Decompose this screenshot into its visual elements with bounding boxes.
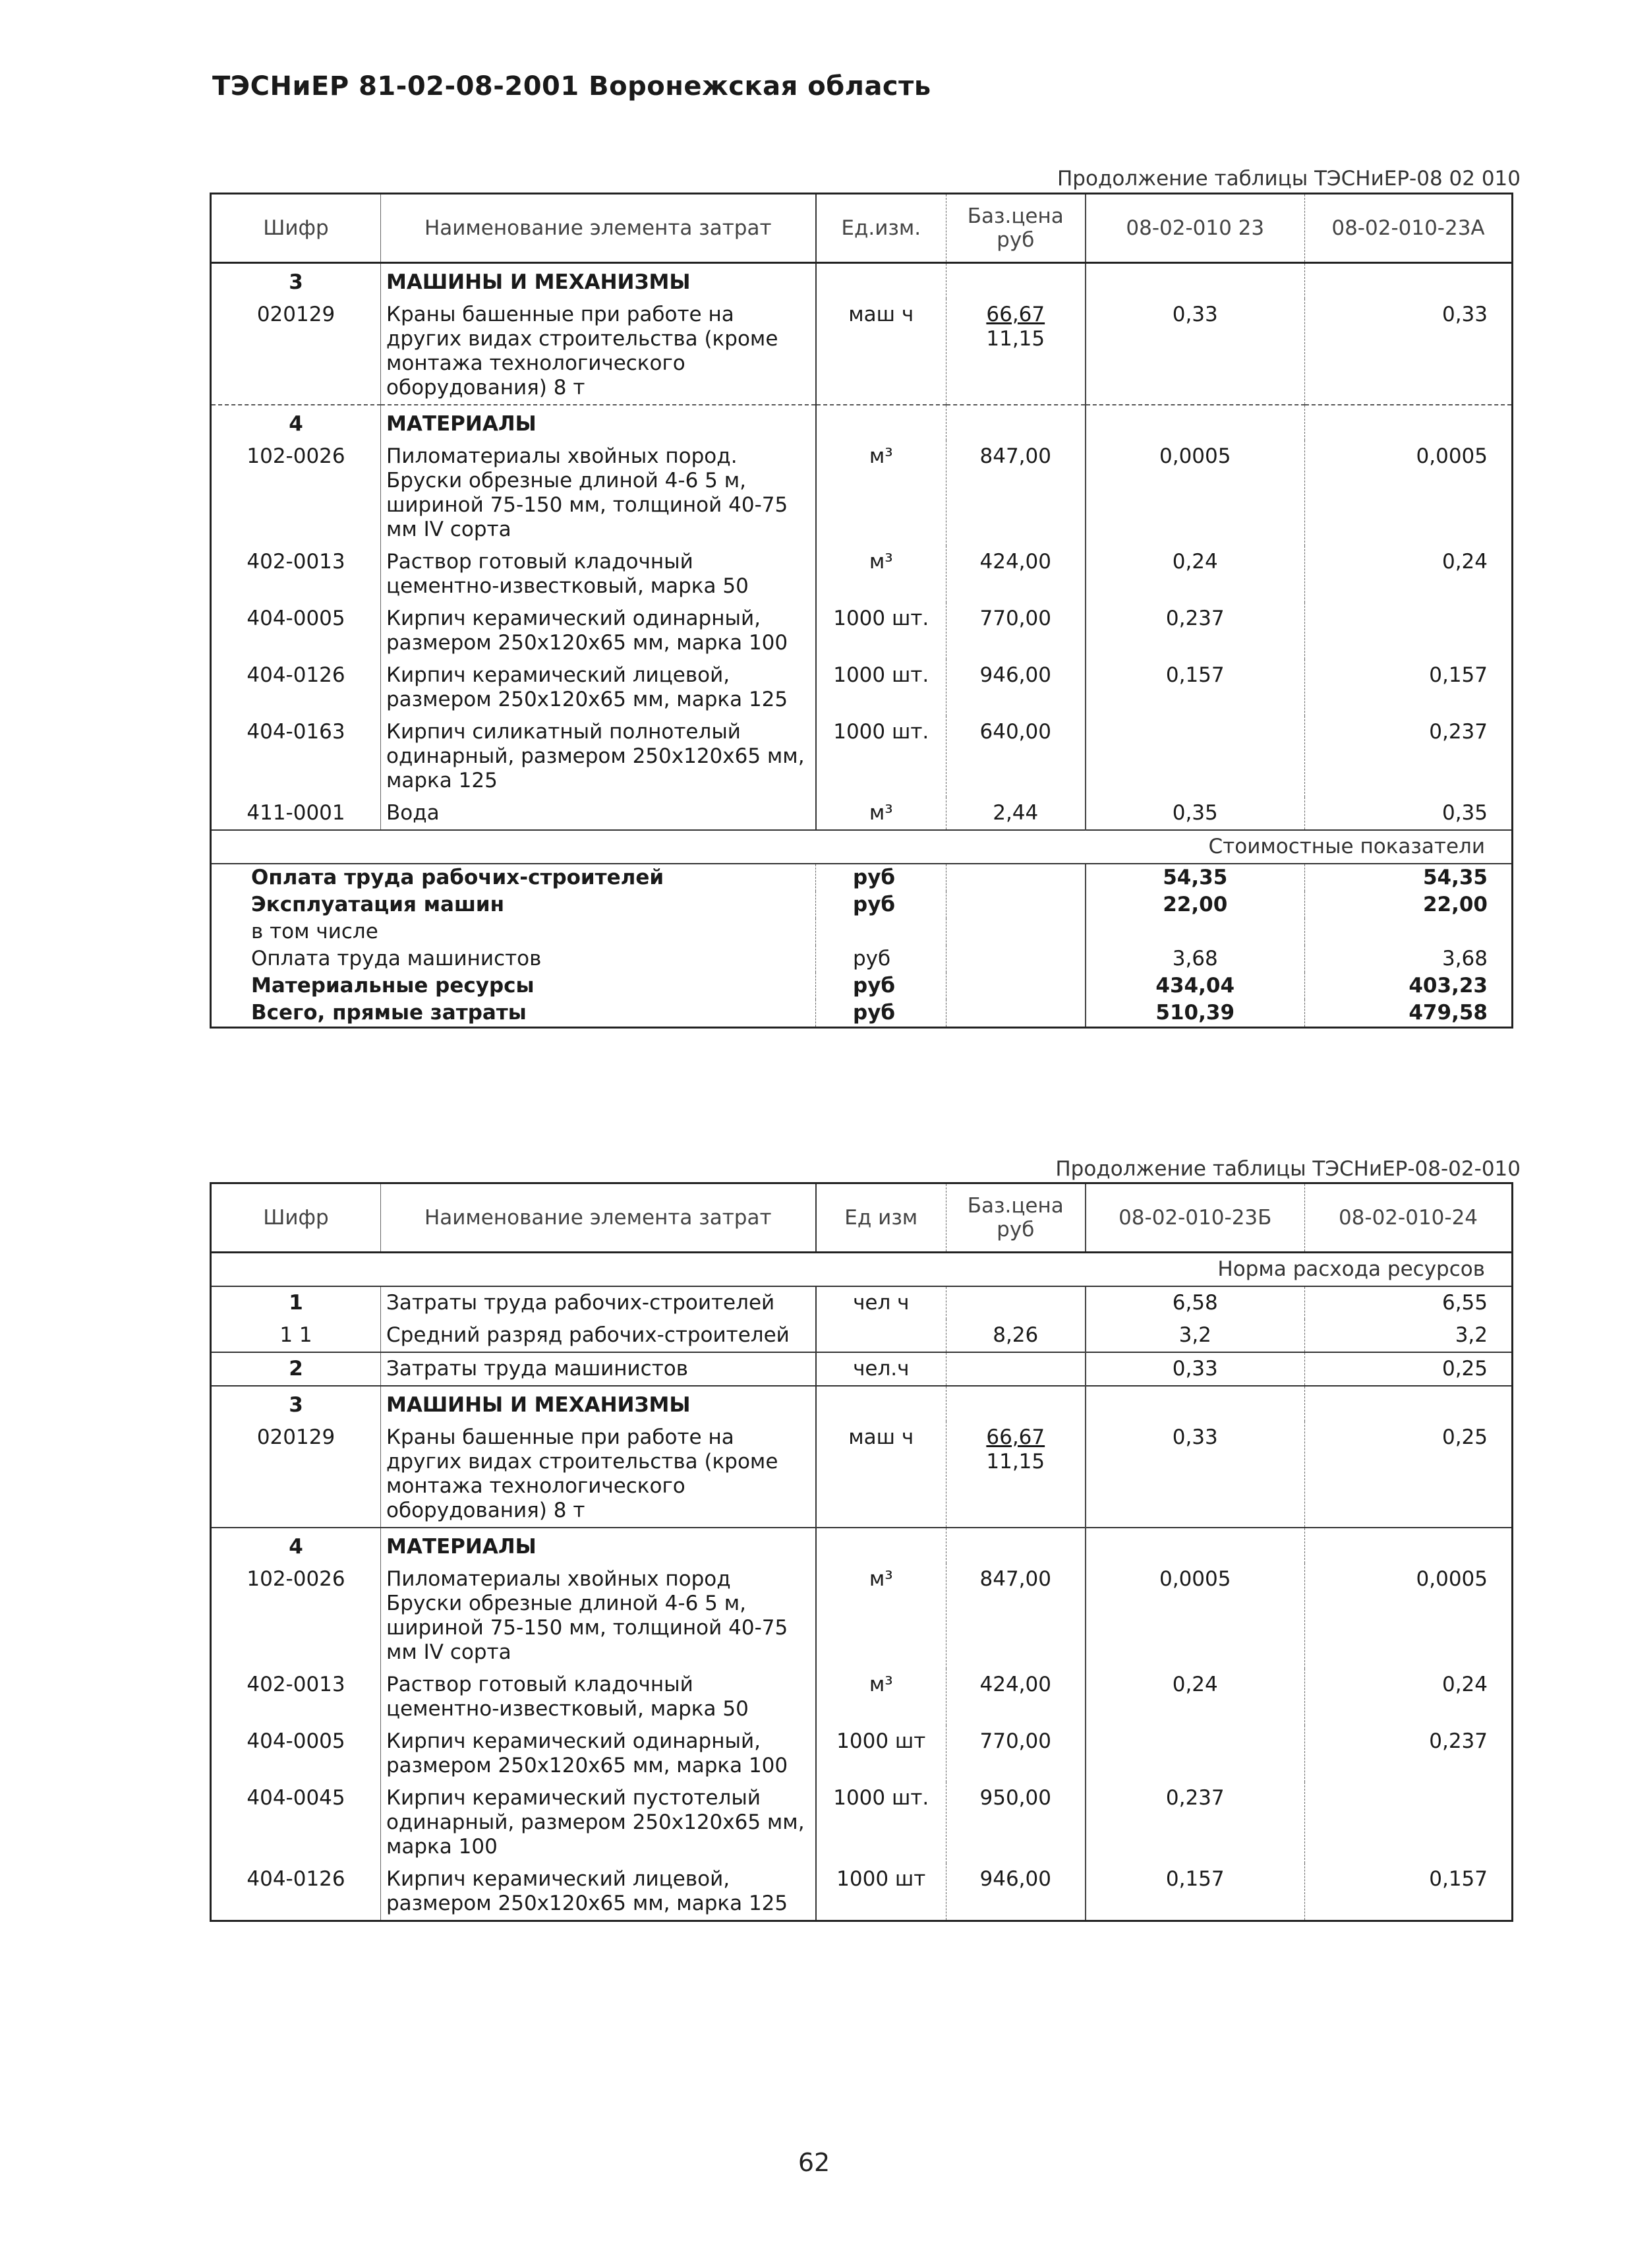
row-unit: маш ч bbox=[816, 299, 946, 405]
cost-row bbox=[211, 972, 1513, 1000]
cost-value-1: 54,35 bbox=[1086, 864, 1305, 891]
cost-unit: руб bbox=[816, 1000, 946, 1028]
table-row bbox=[211, 1319, 1513, 1352]
row-value-1: 3,2 bbox=[1086, 1319, 1305, 1352]
row-name: Кирпич керамический лицевой, размером 250х120х65 мм, марка 125 bbox=[381, 1863, 816, 1921]
row-value-1: 0,35 bbox=[1086, 797, 1305, 830]
row-value-1: 0,157 bbox=[1086, 1863, 1305, 1921]
row-code: 404-0045 bbox=[211, 1782, 381, 1863]
row-value-2: 0,24 bbox=[1441, 1673, 1488, 1696]
table1 bbox=[210, 193, 1513, 1029]
row-unit: 1000 шт. bbox=[816, 603, 946, 659]
cost-row bbox=[211, 864, 1513, 891]
table-row bbox=[211, 797, 1513, 830]
section-title: МАТЕРИАЛЫ bbox=[381, 405, 816, 440]
row-name: Кирпич силикатный полнотелый одинарный, размером 250х120х65 мм, марка 125 bbox=[381, 716, 816, 797]
row-code: 404-0005 bbox=[211, 603, 381, 659]
row-value-2: 3,2 bbox=[1455, 1323, 1488, 1347]
col-header-code: Шифр bbox=[211, 194, 381, 263]
table-row bbox=[211, 1669, 1513, 1725]
row-code: 102-0026 bbox=[211, 1563, 381, 1669]
cost-name: Эксплуатация машин bbox=[211, 891, 816, 918]
cost-value-2: 22,00 bbox=[1422, 893, 1488, 916]
cost-name: Оплата труда рабочих-строителей bbox=[211, 864, 816, 891]
row-name: Краны башенные при работе на других видах строительства (кроме монтажа технологического оборудования) 8 т bbox=[381, 1421, 816, 1528]
row-price: 424,00 bbox=[946, 546, 1086, 603]
section-title: МАШИНЫ И МЕХАНИЗМЫ bbox=[381, 263, 816, 299]
row-code: 020129 bbox=[211, 1421, 381, 1528]
row-value-2 bbox=[1305, 1782, 1513, 1863]
col-header-unit: Ед.изм. bbox=[816, 194, 946, 263]
row-unit: 1000 шт. bbox=[816, 716, 946, 797]
cost-value-2: 54,35 bbox=[1422, 866, 1488, 889]
table-row bbox=[211, 546, 1513, 603]
row-unit: 1000 шт bbox=[816, 1725, 946, 1782]
row-unit: м³ bbox=[816, 546, 946, 603]
row-name: Кирпич керамический пустотелый одинарный, размером 250х120х65 мм, марка 100 bbox=[381, 1782, 816, 1863]
row-value-1 bbox=[1086, 716, 1305, 797]
row-value-1: 6,58 bbox=[1086, 1286, 1305, 1319]
row-code: 411-0001 bbox=[211, 797, 381, 830]
row-code: 404-0126 bbox=[211, 1863, 381, 1921]
cost-indicators-label: Стоимостные показатели bbox=[211, 830, 1513, 864]
norm-label: Норма расхода ресурсов bbox=[211, 1253, 1513, 1287]
cost-unit: руб bbox=[816, 945, 946, 972]
row-value-2: 0,0005 bbox=[1416, 444, 1488, 468]
col-header-code: Шифр bbox=[211, 1183, 381, 1253]
row-code: 020129 bbox=[211, 299, 381, 405]
col-header-norm-1: 08-02-010 23 bbox=[1086, 194, 1305, 263]
row-unit: чел ч bbox=[816, 1286, 946, 1319]
row-name: Затраты труда рабочих-строителей bbox=[381, 1286, 816, 1319]
table-row bbox=[211, 1725, 1513, 1782]
row-unit: м³ bbox=[816, 797, 946, 830]
cost-value-2: 479,58 bbox=[1409, 1001, 1488, 1025]
table-row bbox=[211, 659, 1513, 716]
cost-name: в том числе bbox=[211, 918, 816, 945]
row-value-1: 0,157 bbox=[1086, 659, 1305, 716]
table-row bbox=[211, 1863, 1513, 1921]
col-header-price: Баз.цена руб bbox=[946, 194, 1086, 263]
row-price: 770,00 bbox=[946, 1725, 1086, 1782]
table2-header-row bbox=[211, 1183, 1513, 1253]
cost-name: Оплата труда машинистов bbox=[211, 945, 816, 972]
row-value-1 bbox=[1086, 1725, 1305, 1782]
row-value-2: 0,157 bbox=[1429, 663, 1488, 687]
cost-row bbox=[211, 945, 1513, 972]
row-price: 2,44 bbox=[946, 797, 1086, 830]
col-header-name: Наименование элемента затрат bbox=[381, 194, 816, 263]
cost-value-1: 3,68 bbox=[1086, 945, 1305, 972]
col-header-norm-2: 08-02-010-24 bbox=[1305, 1183, 1513, 1253]
row-code: 1 bbox=[211, 1286, 381, 1319]
row-code: 102-0026 bbox=[211, 440, 381, 546]
row-value-1: 0,0005 bbox=[1086, 440, 1305, 546]
table-row bbox=[211, 1782, 1513, 1863]
row-name: Средний разряд рабочих-строителей bbox=[381, 1319, 816, 1352]
row-value-2 bbox=[1305, 603, 1513, 659]
row-price: 640,00 bbox=[946, 716, 1086, 797]
row-name: Затраты труда машинистов bbox=[381, 1352, 816, 1386]
col-header-price: Баз.цена руб bbox=[946, 1183, 1086, 1253]
table-row bbox=[211, 603, 1513, 659]
row-name: Вода bbox=[381, 797, 816, 830]
row-name: Пиломатериалы хвойных пород Бруски обрезные длиной 4-6 5 м, шириной 75-150 мм, толщиной 40-75 мм IV сорта bbox=[381, 1563, 816, 1669]
table1-continuation: Продолжение таблицы ТЭСНиЕР-08 02 010 bbox=[1057, 167, 1521, 191]
cost-unit: руб bbox=[816, 891, 946, 918]
row-unit: 1000 шт. bbox=[816, 1782, 946, 1863]
row-price: 66,67 bbox=[986, 303, 1045, 326]
section-row bbox=[211, 263, 1513, 299]
row-price: 946,00 bbox=[946, 1863, 1086, 1921]
row-code: 402-0013 bbox=[211, 1669, 381, 1725]
cost-row bbox=[211, 1000, 1513, 1028]
row-value-1: 0,237 bbox=[1086, 603, 1305, 659]
row-value-2: 0,157 bbox=[1429, 1867, 1488, 1891]
cost-name: Материальные ресурсы bbox=[211, 972, 816, 1000]
table1-header-row bbox=[211, 194, 1513, 263]
row-code: 404-0005 bbox=[211, 1725, 381, 1782]
cost-value-1: 22,00 bbox=[1086, 891, 1305, 918]
page-number: 62 bbox=[798, 2148, 830, 2177]
row-value-2: 0,33 bbox=[1441, 303, 1488, 326]
row-unit: м³ bbox=[816, 1563, 946, 1669]
table-row bbox=[211, 1421, 1513, 1528]
row-value-2: 0,35 bbox=[1441, 801, 1488, 825]
table2-continuation: Продолжение таблицы ТЭСНиЕР-08-02-010 bbox=[1055, 1157, 1521, 1181]
row-price: 946,00 bbox=[946, 659, 1086, 716]
row-code: 1 1 bbox=[211, 1319, 381, 1352]
col-header-unit: Ед изм bbox=[816, 1183, 946, 1253]
row-price: 8,26 bbox=[946, 1319, 1086, 1352]
row-price: 770,00 bbox=[946, 603, 1086, 659]
row-unit: 1000 шт. bbox=[816, 659, 946, 716]
row-unit: маш ч bbox=[816, 1421, 946, 1528]
page-title: ТЭСНиЕР 81-02-08-2001 Воронежская область bbox=[212, 71, 931, 102]
table-row bbox=[211, 1286, 1513, 1319]
row-price: 847,00 bbox=[946, 440, 1086, 546]
row-price-2: 11,15 bbox=[986, 327, 1045, 351]
section-title: МАТЕРИАЛЫ bbox=[381, 1528, 816, 1563]
cost-value-1: 510,39 bbox=[1086, 1000, 1305, 1028]
table-row bbox=[211, 299, 1513, 405]
row-value-1: 0,24 bbox=[1086, 546, 1305, 603]
table-row bbox=[211, 1352, 1513, 1386]
row-value-1: 0,237 bbox=[1086, 1782, 1305, 1863]
row-price: 424,00 bbox=[946, 1669, 1086, 1725]
cost-row bbox=[211, 918, 1513, 945]
row-price: 950,00 bbox=[946, 1782, 1086, 1863]
row-name: Раствор готовый кладочный цементно-известковый, марка 50 bbox=[381, 546, 816, 603]
table-row bbox=[211, 716, 1513, 797]
row-code: 402-0013 bbox=[211, 546, 381, 603]
row-value-2: 0,237 bbox=[1429, 720, 1488, 744]
row-value-1: 0,33 bbox=[1086, 1352, 1305, 1386]
section-row bbox=[211, 1386, 1513, 1421]
cost-unit: руб bbox=[816, 972, 946, 1000]
cost-row bbox=[211, 891, 1513, 918]
section-title: МАШИНЫ И МЕХАНИЗМЫ bbox=[381, 1386, 816, 1421]
row-price: 847,00 bbox=[946, 1563, 1086, 1669]
norm-label-row bbox=[211, 1253, 1513, 1287]
row-code: 404-0163 bbox=[211, 716, 381, 797]
row-unit: чел.ч bbox=[816, 1352, 946, 1386]
row-value-1: 0,33 bbox=[1086, 299, 1305, 405]
col-header-name: Наименование элемента затрат bbox=[381, 1183, 816, 1253]
section-num: 3 bbox=[211, 263, 381, 299]
row-value-2: 0,0005 bbox=[1416, 1567, 1488, 1591]
row-name: Кирпич керамический лицевой, размером 250х120х65 мм, марка 125 bbox=[381, 659, 816, 716]
table-row bbox=[211, 440, 1513, 546]
row-value-2: 0,25 bbox=[1441, 1425, 1488, 1449]
row-name: Кирпич керамический одинарный, размером 250х120х65 мм, марка 100 bbox=[381, 603, 816, 659]
cost-label-row bbox=[211, 830, 1513, 864]
row-value-2: 0,24 bbox=[1441, 550, 1488, 574]
row-name: Раствор готовый кладочный цементно-известковый, марка 50 bbox=[381, 1669, 816, 1725]
row-value-2: 6,55 bbox=[1441, 1291, 1488, 1315]
cost-name: Всего, прямые затраты bbox=[211, 1000, 816, 1028]
cost-unit: руб bbox=[816, 864, 946, 891]
row-name: Краны башенные при работе на других видах строительства (кроме монтажа технологического оборудования) 8 т bbox=[381, 299, 816, 405]
table2 bbox=[210, 1182, 1513, 1922]
row-value-1: 0,24 bbox=[1086, 1669, 1305, 1725]
section-row bbox=[211, 405, 1513, 440]
table-row bbox=[211, 1563, 1513, 1669]
col-header-norm-1: 08-02-010-23Б bbox=[1086, 1183, 1305, 1253]
row-value-1: 0,33 bbox=[1086, 1421, 1305, 1528]
row-value-2: 0,237 bbox=[1429, 1729, 1488, 1753]
section-num: 3 bbox=[211, 1386, 381, 1421]
row-name: Пиломатериалы хвойных пород. Бруски обрезные длиной 4-6 5 м, шириной 75-150 мм, толщиной 40-75 мм IV сорта bbox=[381, 440, 816, 546]
section-num: 4 bbox=[211, 405, 381, 440]
row-code: 2 bbox=[211, 1352, 381, 1386]
section-num: 4 bbox=[211, 1528, 381, 1563]
section-row bbox=[211, 1528, 1513, 1563]
cost-value-2: 403,23 bbox=[1409, 974, 1488, 998]
cost-value-2: 3,68 bbox=[1441, 947, 1488, 970]
row-value-1: 0,0005 bbox=[1086, 1563, 1305, 1669]
row-unit: м³ bbox=[816, 440, 946, 546]
row-price-2: 11,15 bbox=[986, 1450, 1045, 1474]
col-header-norm-2: 08-02-010-23А bbox=[1305, 194, 1513, 263]
row-unit: м³ bbox=[816, 1669, 946, 1725]
row-unit: 1000 шт bbox=[816, 1863, 946, 1921]
row-value-2: 0,25 bbox=[1305, 1352, 1513, 1386]
cost-value-1: 434,04 bbox=[1086, 972, 1305, 1000]
row-code: 404-0126 bbox=[211, 659, 381, 716]
row-price: 66,67 bbox=[986, 1425, 1045, 1449]
row-name: Кирпич керамический одинарный, размером 250х120х65 мм, марка 100 bbox=[381, 1725, 816, 1782]
